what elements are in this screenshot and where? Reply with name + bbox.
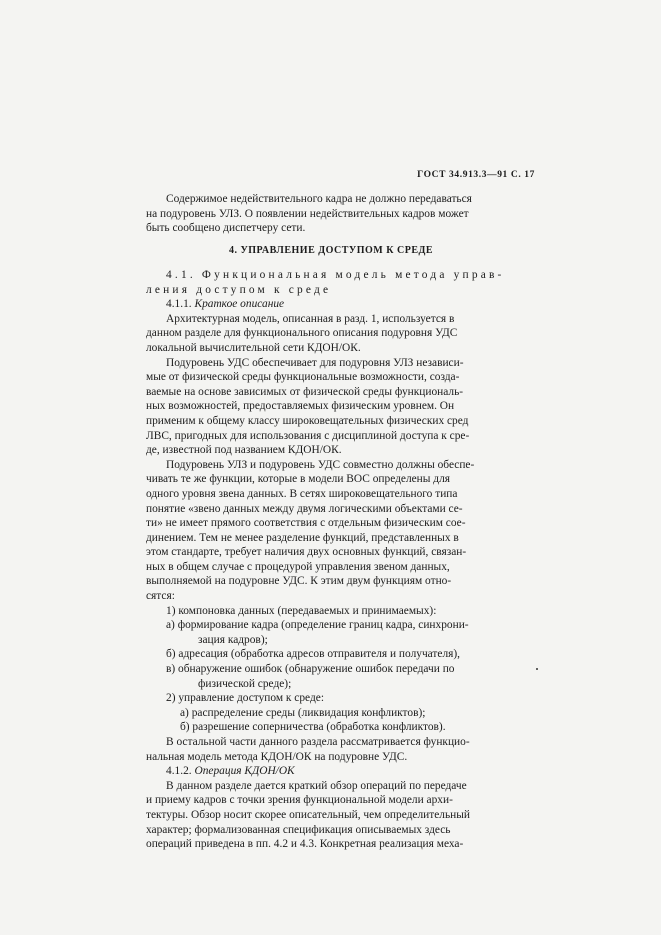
intro-paragraph xyxy=(146,192,516,236)
subsection-title: Краткое описание xyxy=(194,298,285,311)
list-item-continuation: зация кадров); xyxy=(198,633,268,646)
paragraph-line: В данном разделе дается краткий обзор операций по передаче xyxy=(166,779,467,792)
paragraph-line: операций приведена в пп. 4.2 и 4.3. Конкретная реализация меха- xyxy=(146,838,464,851)
paragraph-line: этом стандарте, требует наличия двух основных функций, связан- xyxy=(146,546,467,559)
subsection-4-1-1-heading xyxy=(146,297,516,312)
list-item: а) распределение среды (ликвидация конфликтов); xyxy=(180,706,426,719)
paragraph-line: тектуры. Обзор носит скорее описательный, чем определительный xyxy=(146,808,471,821)
list-item: в) обнаружение ошибок (обнаружение ошибок передачи по xyxy=(166,663,455,676)
list-item: а) формирование кадра (определение границ кадра, синхрони- xyxy=(166,619,469,632)
paragraph-line: одного уровня звена данных. В сетях широковещательного типа xyxy=(146,487,458,500)
list-item-continuation: физической среде); xyxy=(198,677,292,690)
paragraph-line: Архитектурная модель, описанная в разд. 1, используется в xyxy=(166,312,455,325)
paragraph-line: сятся: xyxy=(146,590,175,603)
paragraph-line: выполняемой на подуровне УДС. К этим двум функциям отно- xyxy=(146,575,452,588)
scan-speck xyxy=(536,668,538,670)
subsection-4-1-line: ления доступом к среде xyxy=(146,283,332,296)
paragraph-line: В остальной части данного раздела рассматривается функцио- xyxy=(166,736,470,748)
paragraph-line: локальной вычислительной сети КДОН/ОК. xyxy=(146,341,361,354)
paragraph-line: ти» не имеет прямого соответствия с отдельным физическим сое- xyxy=(146,517,466,530)
list-item: 2) управление доступом к среде: xyxy=(166,692,324,705)
paragraph-line: чивать те же функции, которые в модели ВОС определены для xyxy=(146,473,451,486)
subsection-number: 4.1.2. xyxy=(166,765,192,778)
paragraph-line: Подуровень УДС обеспечивает для подуровня УЛЗ независи- xyxy=(166,356,464,369)
paragraph-line: характер; формализованная спецификация описываемых здесь xyxy=(146,823,451,836)
intro-line: Содержимое недействительного кадра не должно передаваться xyxy=(166,193,472,205)
paragraph-line: ваемые на основе зависимых от физической среды функциональ- xyxy=(146,385,464,398)
list-item: б) адресация (обработка адресов отправителя и получателя), xyxy=(166,648,461,661)
paragraph-line: Подуровень УЛЗ и подуровень УДС совместно должны обеспе- xyxy=(166,458,475,471)
paragraph-line: применим к общему классу широковещательных физических сред xyxy=(146,414,469,427)
paragraph-line: понятие «звено данных между двумя логическими объектами се- xyxy=(146,502,463,515)
subsection-number: 4.1.1. xyxy=(166,298,192,311)
page-header: ГОСТ 34.913.3—91 С. 17 xyxy=(417,170,535,180)
intro-line: на подуровень УЛЗ. О появлении недействительных кадров может xyxy=(146,207,469,220)
list-item: б) разрешение соперничества (обработка конфликтов). xyxy=(180,721,446,734)
paragraph-line: динением. Тем не менее разделение функций, представленных в xyxy=(146,531,459,544)
subsection-4-1-2-heading xyxy=(146,764,516,779)
subsection-4-1-line: 4.1. Функциональная модель метода управ- xyxy=(166,269,505,281)
paragraph-line: ЛВС, пригодных для использования с дисциплиной доступа к сре- xyxy=(146,429,470,442)
paragraph-line: нальная модель метода КДОН/ОК на подуровне УДС. xyxy=(146,750,408,763)
paragraph-line: данном разделе для функционального описания подуровня УДС xyxy=(146,327,458,340)
section-title: 4. УПРАВЛЕНИЕ ДОСТУПОМ К СРЕДЕ xyxy=(228,245,434,256)
subsection-title: Операция КДОН/ОК xyxy=(194,765,295,778)
list-item: 1) компоновка данных (передаваемых и принимаемых): xyxy=(166,604,437,617)
paragraph-line: и приему кадров с точки зрения функциональной модели архи- xyxy=(146,794,453,807)
paragraph-line: де, известной под названием КДОН/ОК. xyxy=(146,444,342,457)
intro-line: быть сообщено диспетчеру сети. xyxy=(146,222,306,235)
paragraph-line: мые от физической среды функциональные возможности, созда- xyxy=(146,371,460,384)
paragraph-line: ных возможностей, предоставляемых физическим уровнем. Он xyxy=(146,400,455,413)
paragraph-line: ных в общем случае с процедурой управления звеном данных, xyxy=(146,560,450,573)
section-body xyxy=(146,268,516,852)
